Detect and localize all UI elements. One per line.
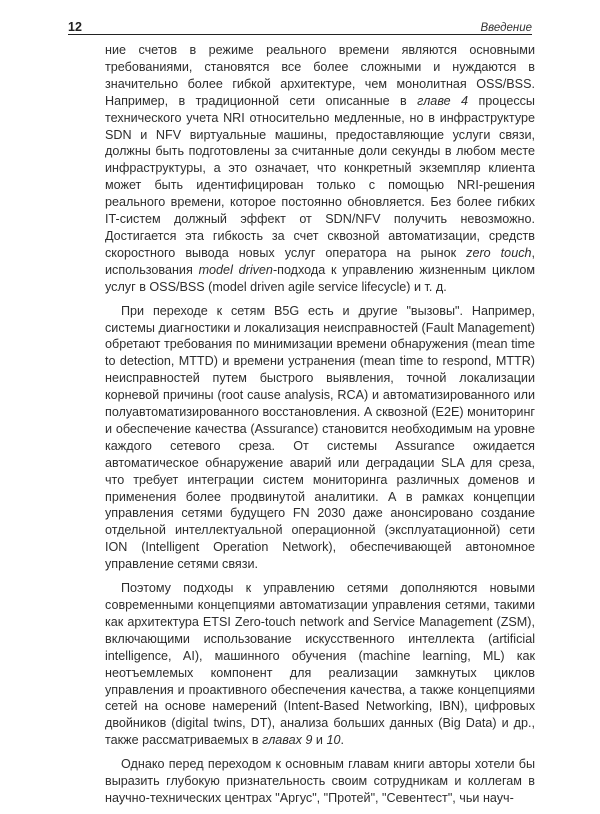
header-rule [68, 34, 532, 35]
text-run: и [312, 733, 327, 748]
paragraph [105, 303, 535, 574]
italic-text: главе 4 [417, 93, 469, 108]
page-header [68, 12, 532, 34]
italic-text: zero touch [466, 245, 532, 260]
text-run: Однако перед переходом к основным главам книги авторы хотели бы выразить глубокую признательность своим сотрудникам и коллегам в научно-технических центрах "Аргус", "Протей", "Севентест", чьи науч- [105, 757, 535, 805]
paragraph [105, 756, 535, 807]
body-text [105, 42, 535, 814]
paragraph [105, 580, 535, 749]
text-run: ние счетов в режиме реального времени являются основными требованиями, становятся все более сложными и нуждаются в значительно более гибкой архитектуре, чем монолитная OSS/BSS. Например, в традиционной сети описанные в [105, 43, 535, 108]
italic-text: 10 [326, 733, 341, 748]
text-run: -подхода к управлению жизненным циклом услуг в OSS/BSS (model driven agile service lifecycle) и т. д. [105, 262, 535, 294]
text-run: Поэтому подходы к управлению сетями дополняются новыми современными концепциями автоматизации управления сетями, такими как архитектура ETSI Zero-touch network and Service Management (ZSM), включающими использование искусственного интеллекта (artificial intelligence, AI), машинного обучения (machine learning, ML) как неотъемлемых компонент для реализации замкнутых циклов управления и проактивного обеспечения качества, а также концепциями сетей на основе намерений (Intent-Based Networking, IBN), цифровых двойников (digital twins, DT), анализа больших данных (Big Data) и др., также рассматриваемых в [105, 581, 535, 748]
text-run: При переходе к сетям B5G есть и другие "вызовы". Например, системы диагностики и локализация неисправностей (Fault Management) обретают требования по минимизации времени обнаружения (mean time to detection, MTTD) и времени устранения (mean time to respond, MTTR) неисправностей путем быстрого выявления, точной локализации корневой причины (root cause analysis, RCA) и автоматизированного или полуавтоматизированного восстановления. А сквозной (E2E) мониторинг и обеспечение качества (Assurance) становится необходимым на уровне каждого сетевого среза. От системы Assurance ожидается автоматическое обнаружение аварий или деградации SLA для среза, что требует интеграции систем мониторинга различных доменов и применения более продвинутой аналитики. А в рамках концепции управления сетями будущего FN 2030 даже анонсировано создание отдельной интеллектуальной операционной (эксплуатационной) сети ION (Intelligent Operation Network), обеспечивающей автономное управление сетями связи. [105, 303, 535, 572]
page-number: 12 [68, 20, 82, 34]
italic-text: model driven [198, 262, 273, 277]
text-run: , использования [105, 245, 535, 277]
running-section-title: Введение [480, 22, 532, 34]
paragraph [105, 42, 535, 296]
text-run: процессы технического учета NRI относительно медленные, но в инфраструктуре SDN и NFV виртуальные машины, предоставляющие услуги связи, должны быть подготовлены за считанные доли секунды в любом месте инфраструктуры, а это означает, что конкретный экземпляр клиента может быть идентифицирован только с помощью NRI-решения реального времени, которое постоянно обновляется. Без более гибких IT-систем должный эффект от SDN/NFV получить невозможно. Достигается эта гибкость за счет сквозной автоматизации, средств скоростного вывода новых услуг оператора на рынок [105, 93, 535, 260]
italic-text: главах 9 [262, 733, 313, 748]
text-run: . [340, 733, 344, 748]
